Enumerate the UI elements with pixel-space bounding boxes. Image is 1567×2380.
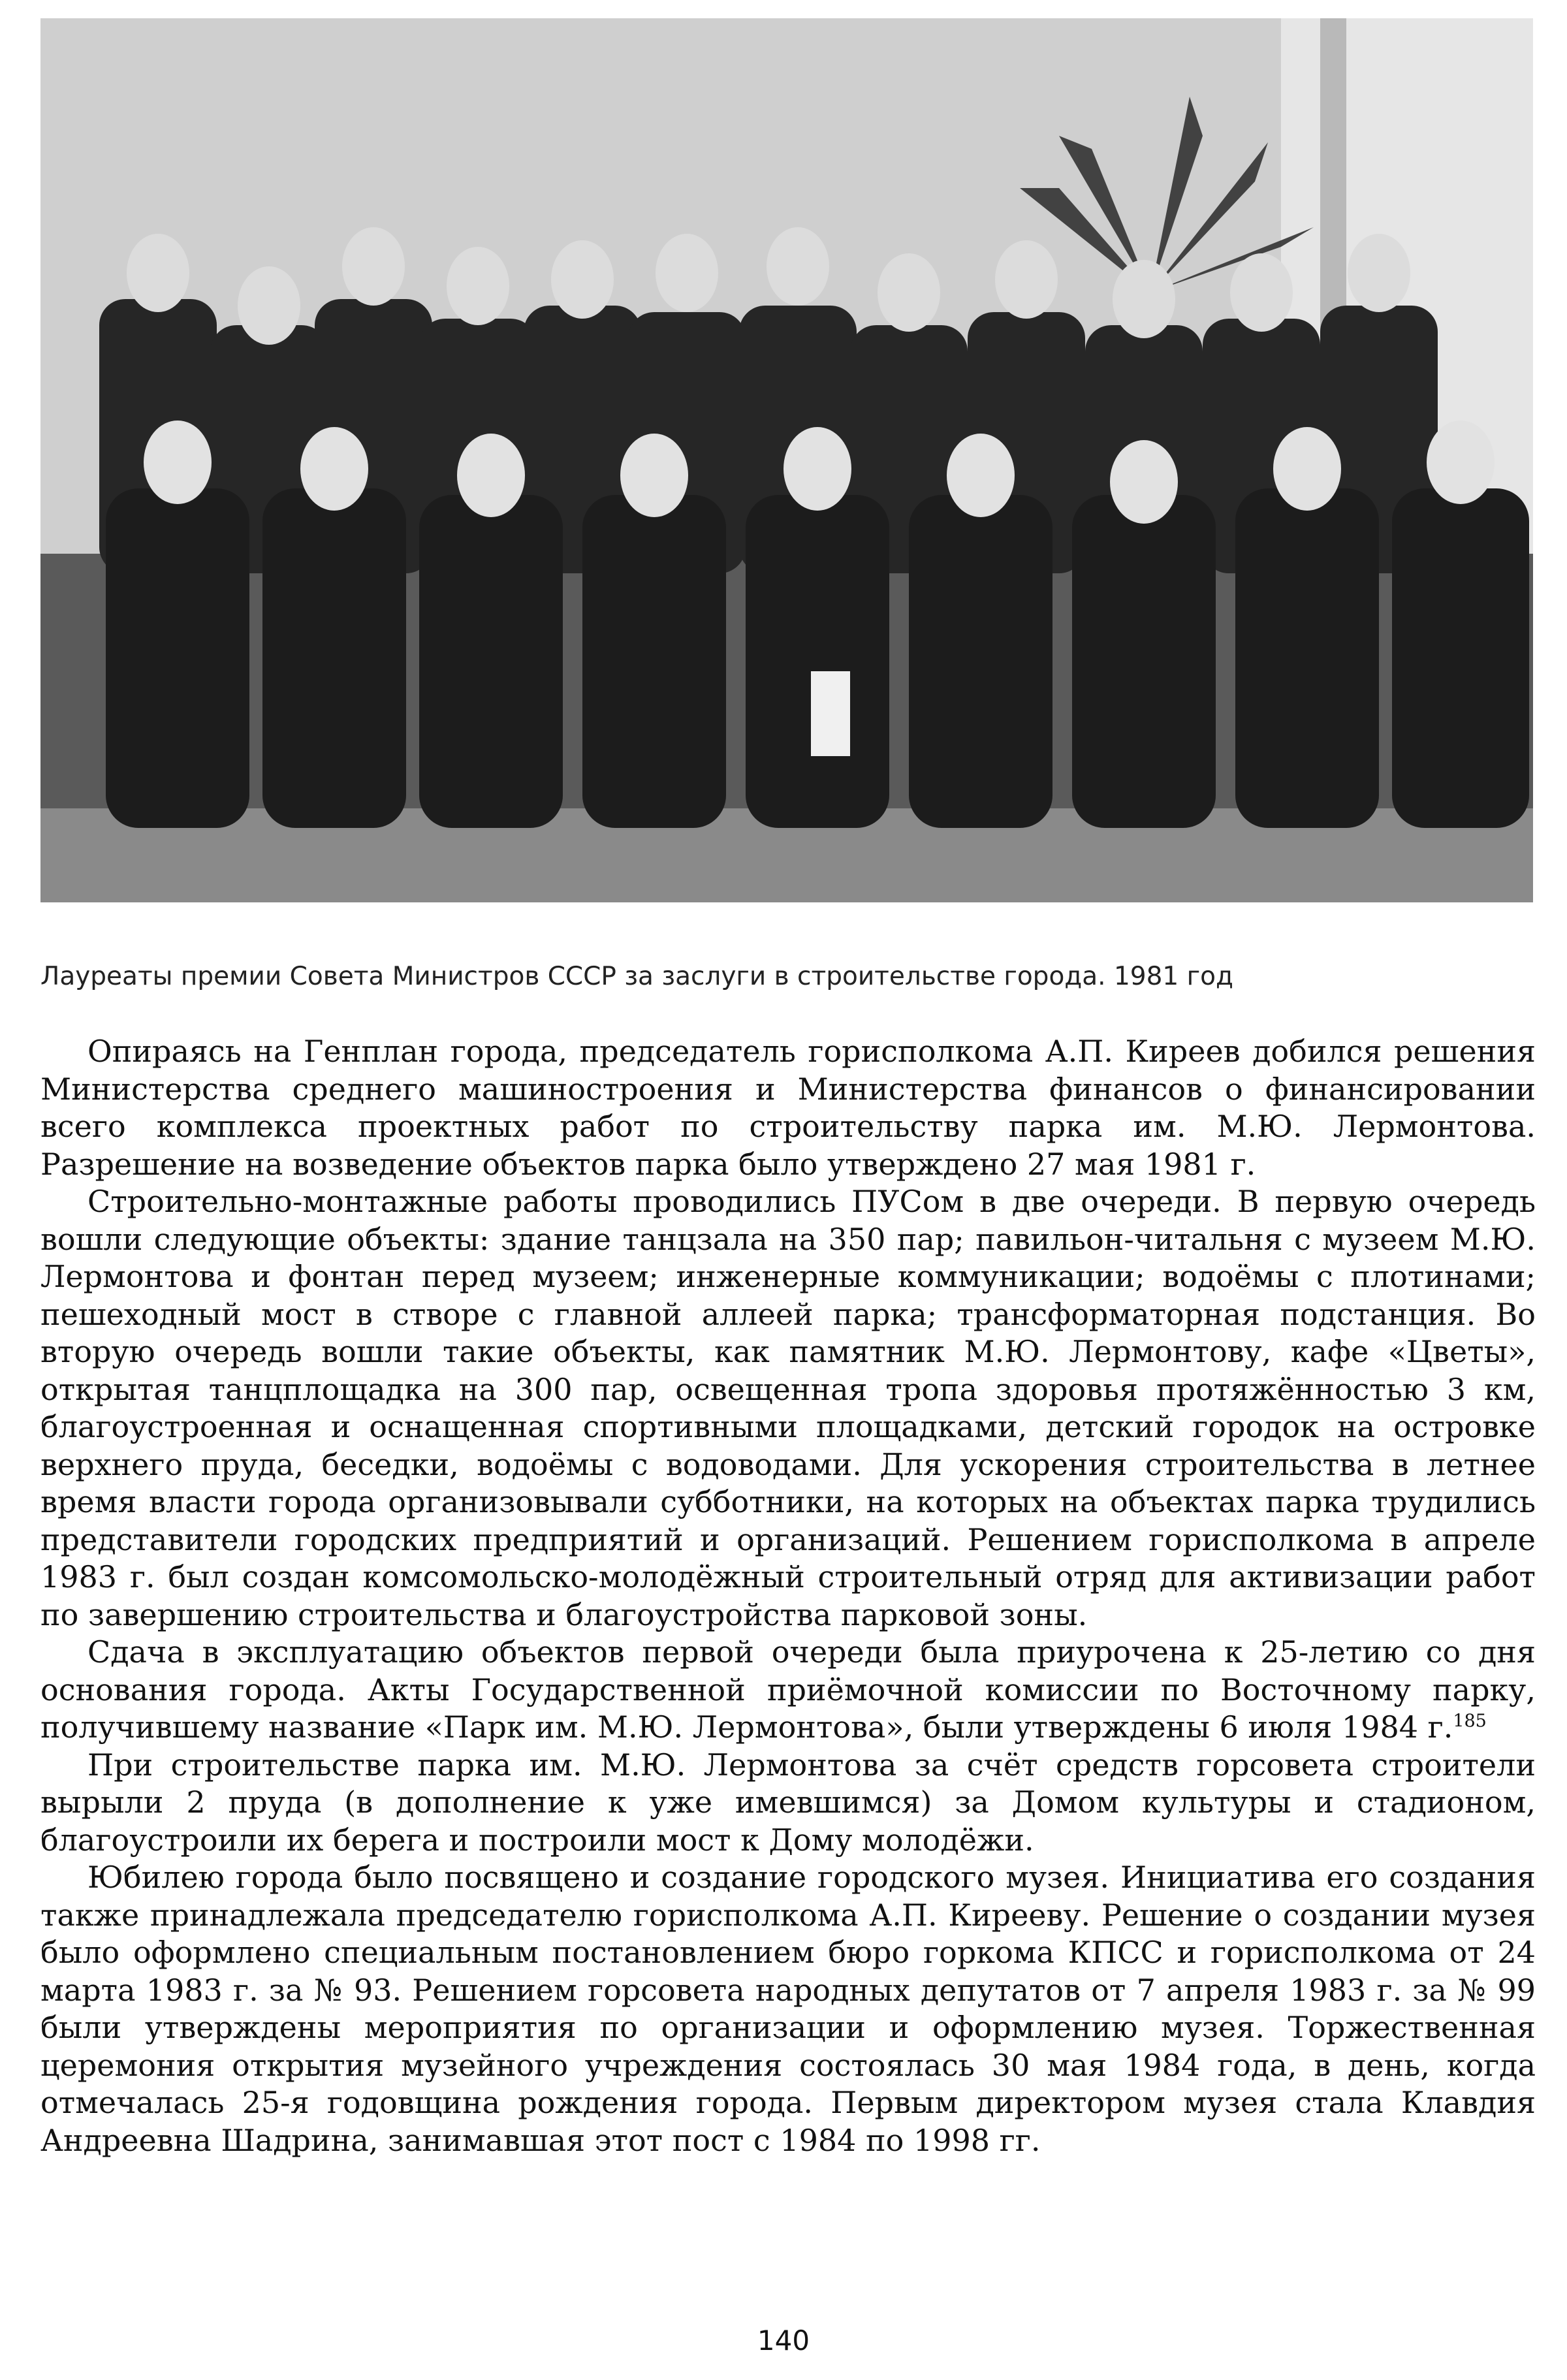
paragraph-1: Опираясь на Генплан города, председатель горисполкома А.П. Киреев добился решения Министерства среднего машиностроения и Министерства финансов о финансировании всего комплекса проектных работ по строительству парка им. М.Ю. Лермонтова. Разрешение на возведение объектов парка было утверждено 27 мая 1981 г. — [40, 1034, 1536, 1182]
paragraph-3 — [40, 1634, 1536, 1747]
paragraph-5: Юбилею города было посвящено и создание городского музея. Инициатива его создания также принадлежала председателю горисполкома А.П. Кирееву. Решение о создании музея было оформлено специальным постановлением бюро горкома КПСС и горисполкома от 24 марта 1983 г. за № 93. Решением горсовета народных депутатов от 7 апреля 1983 г. за № 99 были утверждены мероприятия по организации и оформлению музея. Торжественная церемония открытия музейного учреждения состоялась 30 мая 1984 года, в день, когда отмечалась 25-я годовщина рождения города. Первым директором музея стала Клавдия Андреевна Шадрина, занимавшая этот пост с 1984 по 1998 гг. — [40, 1860, 1536, 2158]
group-photo-icon — [40, 18, 1533, 902]
photo-caption: Лауреаты премии Совета Министров СССР за заслуги в строительстве города. 1981 год — [40, 962, 1233, 991]
paragraph-4: При строительстве парка им. М.Ю. Лермонтова за счёт средств горсовета строители вырыли 2 пруда (в дополнение к уже имевшимся) за Домом культуры и стадионом, благоустроили их берега и построили мост к Дому молодёжи. — [40, 1747, 1536, 1858]
paragraph-3-text: Сдача в эксплуатацию объектов первой очереди была приурочена к 25-летию со дня основания города. Акты Государственной приёмочной комиссии по Восточному парку, получившему название «Парк им. М.Ю. Лермонтова», были утверждены 6 июля 1984 г. — [40, 1634, 1536, 1745]
footnote-reference[interactable]: 185 — [1453, 1711, 1487, 1732]
page-number: 140 — [757, 2324, 810, 2356]
body-text — [40, 1033, 1536, 2159]
paragraph-2: Строительно-монтажные работы проводились ПУСом в две очереди. В первую очередь вошли следующие объекты: здание танцзала на 350 пар; павильон-читальня с музеем М.Ю. Лермонтова и фонтан перед музеем; инженерные коммуникации; водоёмы с плотинами; пешеходный мост в створе с главной аллеей парка; трансформаторная подстанция. Во вторую очередь вошли такие объекты, как памятник М.Ю. Лермонтову, кафе «Цветы», открытая танцплощадка на 300 пар, освещенная тропа здоровья протяжённостью 3 км, благоустроенная и оснащенная спортивными площадками, детский городок на островке верхнего пруда, беседки, водоёмы с водоводами. Для ускорения строительства в летнее время власти города организовывали субботники, на которых на объектах парка трудились представители городских предприятий и организаций. Решением горисполкома в апреле 1983 г. был создан комсомольско-молодёжный строительный отряд для активизации работ по завершению строительства и благоустройства парковой зоны. — [40, 1184, 1536, 1632]
group-photo — [40, 18, 1533, 902]
